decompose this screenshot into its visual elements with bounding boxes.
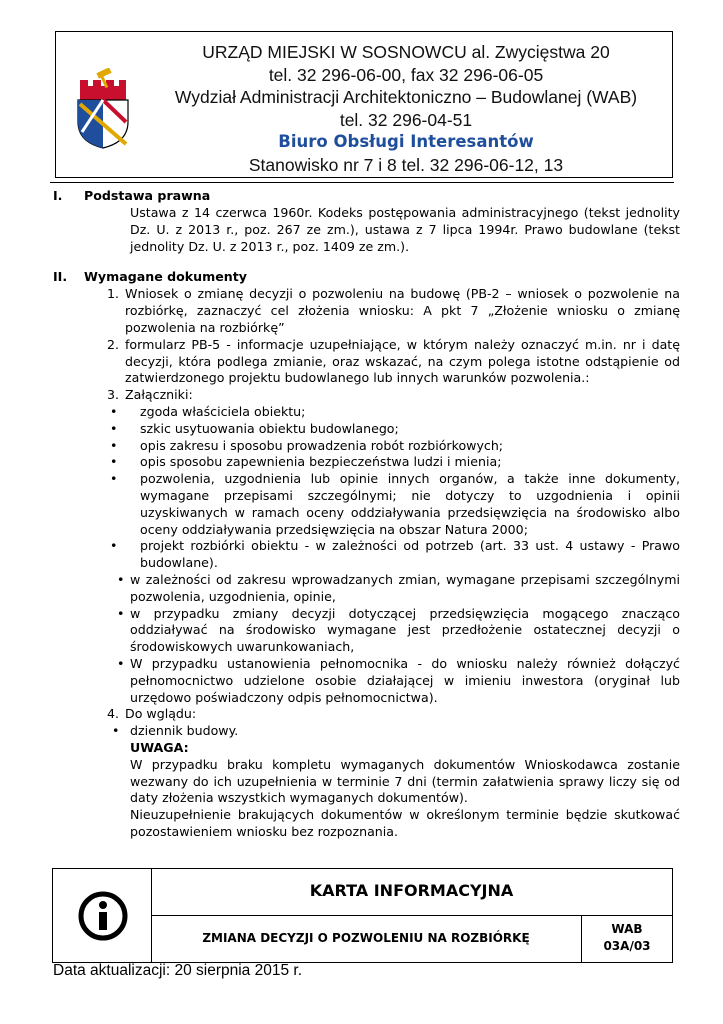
card-title: KARTA INFORMACYJNA bbox=[309, 881, 514, 900]
workstation-info: Stanowisko nr 7 i 8 tel. 32 296-06-12, 13 bbox=[248, 154, 564, 175]
office-phone: tel. 32 296-06-00, fax 32 296-06-05 bbox=[268, 64, 544, 85]
list-item: 2. formularz PB-5 - informacje uzupełniające, w którym należy oznaczyć m.in. nr i datę decyzji, która podlega zmianie, oraz wskazać, na czym polega istotne odstąpienie od zatwierdzonego projektu budowlanego lub innych warunków pozwolenia.: bbox=[107, 336, 680, 386]
attachment-item: • pozwolenia, uzgodnienia lub opinie innych organów, a także inne dokumenty, wymagane przepisami szczególnymi; nie dotyczy to uzgodnienia i opinii uzyskiwanych w ramach oceny oddziaływania przedsięwzięcia na środowisko albo oceny oddziaływania przedsięwzięcia na obszar Natura 2000; bbox=[110, 471, 680, 537]
section-number: II. bbox=[53, 269, 68, 285]
attachment-item: • zgoda właściciela obiektu; bbox=[110, 403, 306, 419]
section-title: Podstawa prawna bbox=[84, 188, 211, 203]
header-rule bbox=[50, 182, 674, 183]
bullet-icon: • bbox=[110, 471, 118, 487]
review-item: • dziennik budowy. bbox=[112, 723, 239, 739]
card-code: WAB 03A/03 bbox=[603, 922, 651, 953]
card-subject: ZMIANA DECYZJI O POZWOLENIU NA ROZBIÓRKĘ bbox=[202, 931, 530, 945]
bullet-icon: • bbox=[110, 454, 118, 470]
info-card-footer bbox=[52, 868, 673, 963]
conditional-item: • W przypadku ustanowienia pełnomocnika - do wniosku należy również dołączyć pełnomocnictwo udzielone osobie działającej w imieniu inwestora (oryginał lub urzędowo poświadczony odpis pełnomocnictwa). bbox=[117, 655, 680, 705]
note-paragraph: W przypadku braku kompletu wymaganych dokumentów Wnioskodawca zostanie wezwany do ich uzupełnienia w terminie 7 dni (termin załatwienia sprawy liczy się od daty złożenia wszystkich wymaganych dokumentów). bbox=[130, 756, 680, 806]
list-item: 4. Do wglądu: bbox=[107, 706, 197, 722]
note-label: UWAGA: bbox=[130, 739, 189, 755]
list-item: 1. Wniosek o zmianę decyzji o pozwoleniu na budowę (PB-2 – wniosek o pozwolenie na rozbiórkę, zaznaczyć cel złożenia wniosku: A pkt 7 „Złożenie wniosku o zmianę pozwolenia na rozbiórkę” bbox=[107, 286, 680, 335]
attachment-item: • opis zakresu i sposobu prowadzenia robót rozbiórkowych; bbox=[110, 437, 504, 453]
section-heading-legal-basis bbox=[50, 188, 680, 205]
update-date: Data aktualizacji: 20 sierpnia 2015 r. bbox=[53, 962, 303, 979]
divider bbox=[151, 915, 672, 916]
coat-of-arms-icon bbox=[74, 68, 132, 150]
bullet-icon: • bbox=[117, 605, 125, 621]
legal-basis-text: Ustawa z 14 czerwca 1960r. Kodeks postępowania administracyjnego (tekst jednolity Dz. U. z 2013 r., poz. 267 ze zm.), ustawa z 7 lipca 1994r. Prawo budowlane (tekst jednolity Dz. U. z 2013 r., poz. 1409 ze zm.). bbox=[130, 205, 680, 254]
note-paragraph: Nieuzupełnienie brakujących dokumentów w określonym terminie będzie skutkować pozostawieniem wniosku bez rozpoznania. bbox=[130, 807, 680, 839]
section-number: I. bbox=[53, 188, 63, 203]
bullet-icon: • bbox=[110, 403, 118, 419]
bullet-icon: • bbox=[112, 723, 120, 739]
attachment-item: • projekt rozbiórki obiektu - w zależności od potrzeb (art. 33 ust. 4 ustawy - Prawo budowlane). bbox=[110, 538, 680, 571]
department-phone: tel. 32 296-04-51 bbox=[339, 109, 473, 130]
bullet-icon: • bbox=[110, 437, 118, 453]
bullet-icon: • bbox=[110, 420, 118, 436]
header-text bbox=[146, 41, 666, 176]
attachment-item: • szkic usytuowania obiektu budowlanego; bbox=[110, 420, 399, 436]
list-item: 3. Załączniki: bbox=[107, 387, 193, 403]
bullet-icon: • bbox=[117, 655, 125, 671]
section-title: Wymagane dokumenty bbox=[84, 269, 247, 285]
bullet-icon: • bbox=[110, 538, 118, 554]
section-heading-required-documents bbox=[50, 269, 680, 286]
office-address: URZĄD MIEJSKI W SOSNOWCU al. Zwycięstwa 20 bbox=[202, 42, 610, 62]
bullet-icon: • bbox=[117, 571, 125, 587]
document-body bbox=[50, 188, 680, 841]
conditional-item: • w zależności od zakresu wprowadzanych zmian, wymagane przepisami szczególnymi pozwolenia, uzgodnienia, opinie, bbox=[117, 571, 680, 604]
info-icon bbox=[78, 891, 128, 941]
department-name: Wydział Administracji Architektoniczno – Budowlanej (WAB) bbox=[174, 87, 638, 107]
customer-service-office: Biuro Obsługi Interesantów bbox=[278, 132, 534, 151]
attachment-item: • opis sposobu zapewnienia bezpieczeństwa ludzi i mienia; bbox=[110, 454, 502, 470]
header-box bbox=[55, 31, 673, 178]
conditional-item: • w przypadku zmiany decyzji dotyczącej przedsięwzięcia mogącego znacząco oddziaływać na środowisko wymagane jest przedłożenie ostatecznej decyzji o środowiskowych uwarunkowaniach, bbox=[117, 605, 680, 655]
